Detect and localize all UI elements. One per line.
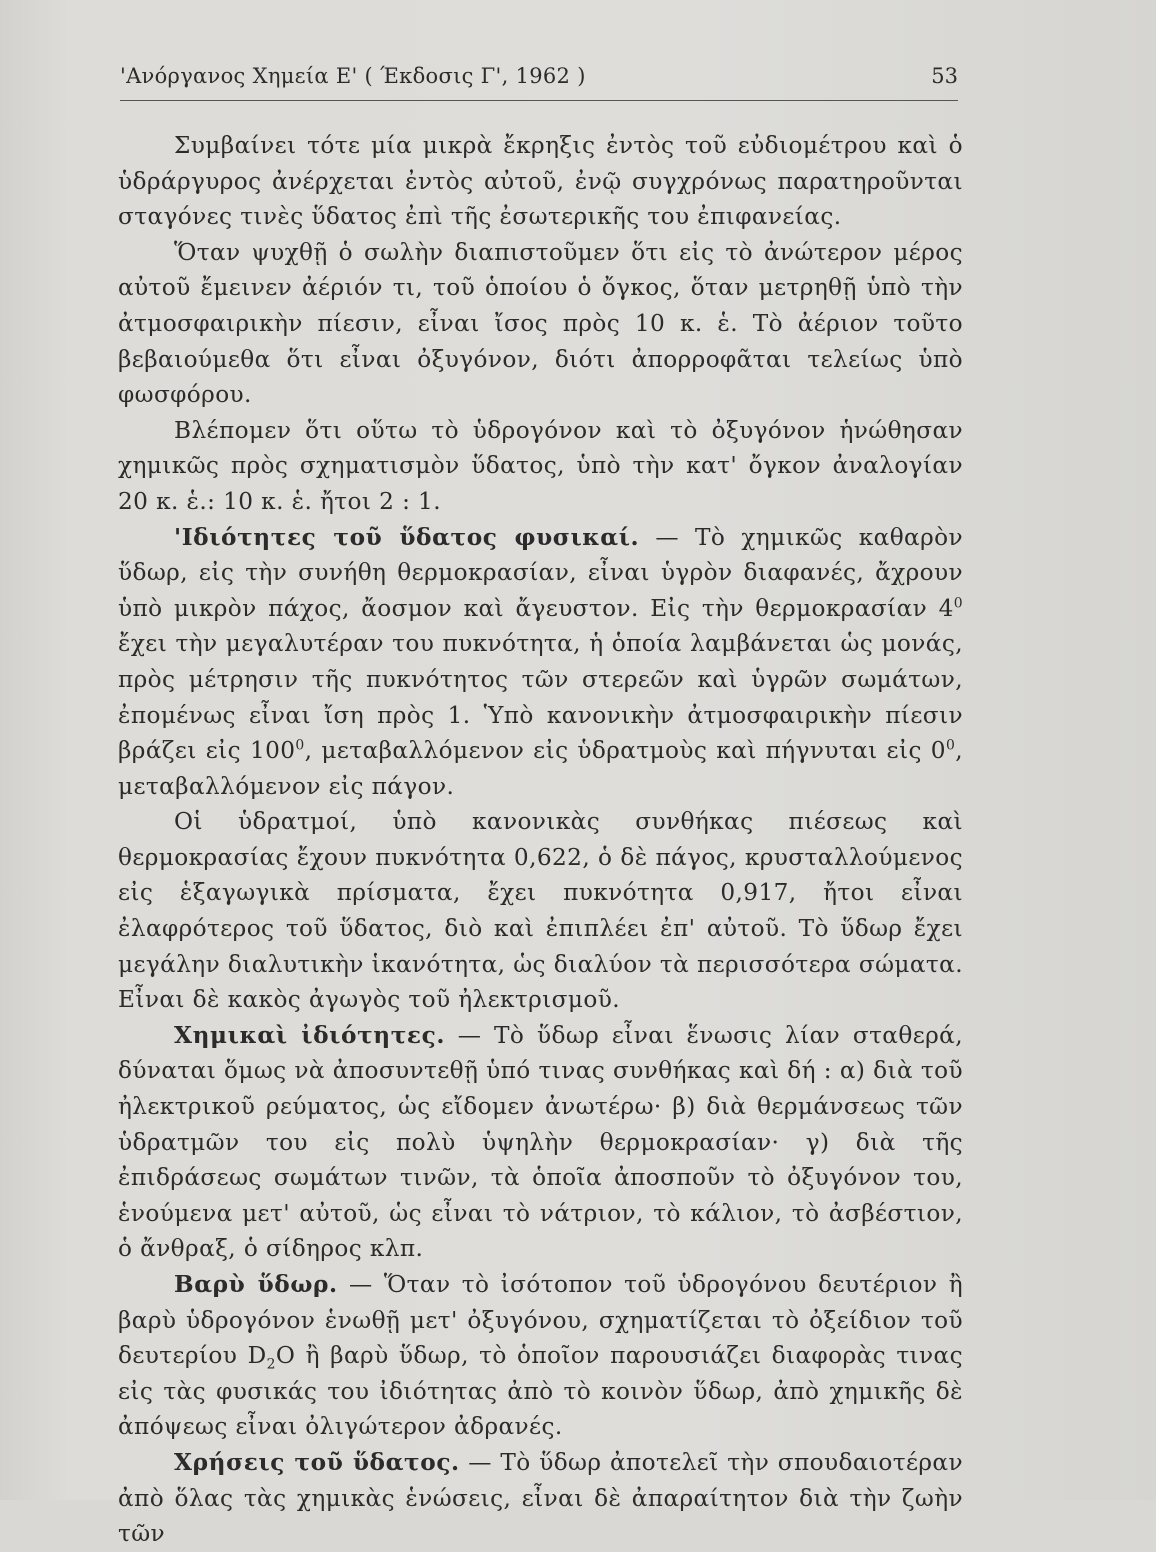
degree-superscript: 0 xyxy=(945,737,956,754)
running-header xyxy=(120,60,958,101)
degree-superscript: 0 xyxy=(953,594,963,611)
page-number: 53 xyxy=(931,64,958,88)
paragraph-vapor-ice-density: Οἱ ὑδρατμοί, ὑπὸ κανονικὰς συνθήκας πιέσεως καὶ θερμοκρασίας ἔχουν πυκνότητα 0,622, ὁ δὲ πάγος, κρυσταλλούμενος εἰς ἑξαγωγικὰ πρίσματα, ἔχει πυκνότητα 0,917, ἤτοι εἶναι ἐλαφρότερος τοῦ ὕδατος, διὸ καὶ ἐπιπλέει ἐπ' αὐτοῦ. Τὸ ὕδωρ ἔχει μεγάλην διαλυτικὴν ἱκανότητα, ὡς διαλύον τὰ περισσότερα σώματα. Εἶναι δὲ κακὸς ἀγωγὸς τοῦ ἠλεκτρισμοῦ. xyxy=(118,808,963,1014)
uses-of-water-text: — Τὸ ὕδωρ ἀποτελεῖ τὴν σπουδαιοτέραν ἀπὸ ὅλας τὰς χημικὰς ἑνώσεις, εἶναι δὲ ἀπαραίτητον διὰ τὴν ζωὴν τῶν xyxy=(118,1448,963,1548)
section-heading-uses-of-water: Χρήσεις τοῦ ὕδατος. xyxy=(174,1448,460,1476)
physical-properties-text-d: , μεταβαλλόμενον εἰς πάγον. xyxy=(118,737,963,800)
paragraph-uses-of-water xyxy=(118,1445,963,1552)
paragraph-physical-properties xyxy=(118,520,963,805)
paragraph-eudiometer-explosion: Συμβαίνει τότε μία μικρὰ ἔκρηξις ἐντὸς τοῦ εὐδιομέτρου καὶ ὁ ὑδράργυρος ἀνέρχεται ἐντὸς αὐτοῦ, ἐνῷ συγχρόνως παρατηροῦνται σταγόνες τινὲς ὕδατος ἐπὶ τῆς ἐσωτερικῆς του ἐπιφανείας. xyxy=(118,132,963,231)
physical-properties-text-c: , μεταβαλλόμενον εἰς ὑδρατμοὺς καὶ πήγνυται εἰς 0 xyxy=(304,737,946,765)
chemical-properties-text: — Τὸ ὕδωρ εἶναι ἕνωσις λίαν σταθερά, δύναται ὅμως νὰ ἀποσυντεθῇ ὑπό τινας συνθήκας καὶ δή : α) διὰ τοῦ ἠλεκτρικοῦ ρεύματος, ὡς εἴδομεν ἀνωτέρω· β) διὰ θερμάνσεως τῶν ὑδρατμῶν του εἰς πολὺ ὑψηλὴν θερμοκρασίαν· γ) διὰ τῆς ἐπιδράσεως σωμάτων τινῶν, τὰ ὁποῖα ἀποσποῦν τὸ ὀξυγόνον του, ἑνούμενα μετ' αὐτοῦ, ὡς εἶναι τὸ νάτριον, τὸ κάλιον, τὸ ἀσβέστιον, ὁ ἄνθραξ, ὁ σίδηρος κλπ. xyxy=(118,1021,964,1263)
heavy-water-text-b: O ἢ βαρὺ ὕδωρ, τὸ ὁποῖον παρουσιάζει διαφορὰς τινας εἰς τὰς φυσικάς του ἰδιότητας ἀπὸ τὸ κοινὸν ὕδωρ, ἀπὸ χημικῆς δὲ ἀπόψεως εἶναι ὀλιγώτερον ἀδρανές. xyxy=(118,1342,963,1441)
heavy-water-text-a: — Ὅταν τὸ ἰσότοπον τοῦ ὑδρογόνου δευτέριον ἢ βαρὺ ὑδρογόνον ἑνωθῇ μετ' ὀξυγόνου, σχηματίζεται τὸ ὀξείδιον τοῦ δευτερίου D xyxy=(118,1271,963,1370)
paragraph-chemical-properties xyxy=(118,1018,963,1267)
section-heading-heavy-water: Βαρὺ ὕδωρ. xyxy=(174,1271,338,1298)
physical-properties-text-a: — Τὸ χημικῶς καθαρὸν ὕδωρ, εἰς τὴν συνήθη θερμοκρασίαν, εἶναι ὑγρὸν διαφανές, ἄχρουν ὑπὸ μικρὸν πάχος, ἄοσμον καὶ ἄγευστον. Εἰς τὴν θερμοκρασίαν 4 xyxy=(118,523,963,622)
page-body xyxy=(118,128,963,1552)
degree-superscript: 0 xyxy=(295,737,305,754)
section-heading-chemical-properties: Χημικαὶ ἰδιότητες. xyxy=(174,1021,446,1049)
subscript-two: 2 xyxy=(266,1356,276,1373)
paragraph-heavy-water xyxy=(118,1267,963,1445)
physical-properties-text-b: ἔχει τὴν μεγαλυτέραν του πυκνότητα, ἡ ὁποία λαμβάνεται ὡς μονάς, πρὸς μέτρησιν τῆς πυκνότητος τῶν στερεῶν καὶ ὑγρῶν σωμάτων, ἐπομένως εἶναι ἴση πρὸς 1. Ὑπὸ κανονικὴν ἀτμοσφαιρικὴν πίεσιν βράζει εἰς 100 xyxy=(118,630,963,765)
section-heading-physical-properties: 'Ιδιότητες τοῦ ὕδατος φυσικαί. xyxy=(174,523,640,551)
paragraph-oxygen-residue: Ὅταν ψυχθῇ ὁ σωλὴν διαπιστοῦμεν ὅτι εἰς τὸ ἀνώτερον μέρος αὐτοῦ ἔμεινεν ἀέριόν τι, τοῦ ὁποίου ὁ ὄγκος, ὅταν μετρηθῇ ὑπὸ τὴν ἀτμοσφαιρικὴν πίεσιν, εἶναι ἴσος πρὸς 10 κ. ἑ. Τὸ ἀέριον τοῦτο βεβαιούμεθα ὅτι εἶναι ὀξυγόνον, διότι ἀπορροφᾶται τελείως ὑπὸ φωσφόρου. xyxy=(118,238,963,409)
paragraph-volume-ratio: Βλέπομεν ὅτι οὕτω τὸ ὑδρογόνον καὶ τὸ ὀξυγόνον ἡνώθησαν χημικῶς πρὸς σχηματισμὸν ὕδατος, ὑπὸ τὴν κατ' ὄγκον ἀναλογίαν 20 κ. ἑ.: 10 κ. ἑ. ἤτοι 2 : 1. xyxy=(118,416,963,515)
header-title: 'Ανόργανος Χημεία Ε' ( Έκδοσις Γ', 1962 ) xyxy=(120,64,586,88)
